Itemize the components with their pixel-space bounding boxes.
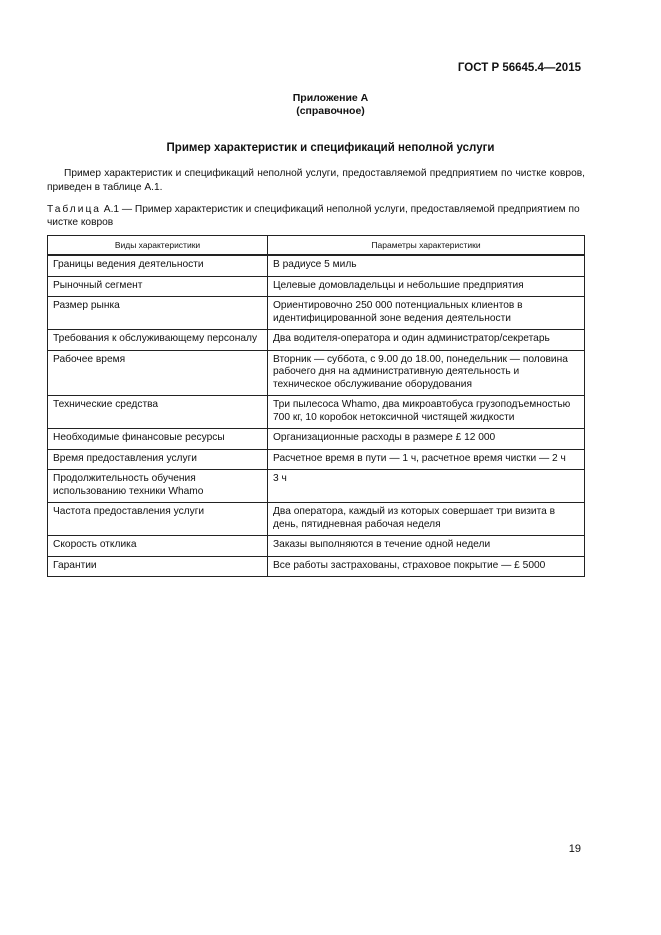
characteristic-name: Гарантии [48, 556, 268, 577]
table-header-cell: Виды характеристики [48, 236, 268, 256]
table-row [48, 429, 585, 450]
characteristic-name: Частота предоставления услуги [48, 503, 268, 536]
table-row [48, 470, 585, 503]
characteristic-name: Требования к обслуживающему персоналу [48, 330, 268, 351]
table-header-cell: Параметры характеристики [268, 236, 585, 256]
characteristic-name: Необходимые финансовые ресурсы [48, 429, 268, 450]
characteristic-name: Границы ведения деятельности [48, 255, 268, 276]
characteristic-name: Время предоставления услуги [48, 449, 268, 470]
characteristic-value: Два оператора, каждый из которых совершает три визита в день, пятидневная рабочая неделя [268, 503, 585, 536]
table-caption [47, 204, 585, 229]
characteristic-name: Размер рынка [48, 297, 268, 330]
specification-table [47, 235, 585, 577]
characteristic-value: Заказы выполняются в течение одной недели [268, 536, 585, 557]
characteristic-value: Три пылесоса Whamo, два микроавтобуса грузоподъемностью 700 кг, 10 коробок нетоксичной чистящей жидкости [268, 396, 585, 429]
characteristic-value: Два водителя-оператора и один администратор/секретарь [268, 330, 585, 351]
table-row [48, 503, 585, 536]
table-row [48, 350, 585, 396]
page-number: 19 [568, 843, 581, 855]
characteristic-name: Продолжительность обучения использованию техники Whamo [48, 470, 268, 503]
characteristic-value: Ориентировочно 250 000 потенциальных клиентов в идентифицированной зоне ведения деятельности [268, 297, 585, 330]
characteristic-name: Скорость отклика [48, 536, 268, 557]
characteristic-name: Рыночный сегмент [48, 276, 268, 297]
table-row [48, 255, 585, 276]
characteristic-value: В радиусе 5 миль [268, 255, 585, 276]
characteristic-value: 3 ч [268, 470, 585, 503]
characteristic-value: Все работы застрахованы, страховое покрытие — £ 5000 [268, 556, 585, 577]
intro-paragraph: Пример характеристик и спецификаций неполной услуги, предоставляемой предприятием по чистке ковров, приведен в таблице А.1. [47, 168, 585, 193]
table-row [48, 556, 585, 577]
characteristic-value: Организационные расходы в размере £ 12 000 [268, 429, 585, 450]
standard-number: ГОСТ Р 56645.4—2015 [457, 62, 581, 74]
table-caption-prefix: Таблица [47, 204, 101, 215]
table-caption-text: А.1 — Пример характеристик и спецификаций неполной услуги, предоставляемой предприятием по чистке ковров [47, 204, 580, 228]
table-row [48, 297, 585, 330]
characteristic-value: Целевые домовладельцы и небольшие предприятия [268, 276, 585, 297]
table-row [48, 330, 585, 351]
characteristic-name: Рабочее время [48, 350, 268, 396]
table-header-row [48, 236, 585, 256]
page-title: Пример характеристик и спецификаций неполной услуги [166, 142, 495, 154]
characteristic-value: Вторник — суббота, с 9.00 до 18.00, понедельник — половина рабочего дня на административную деятельность и техническое обслуживание оборудования [268, 350, 585, 396]
annex-status: (справочное) [296, 105, 365, 117]
annex-heading [0, 92, 661, 118]
table-row [48, 396, 585, 429]
table-row [48, 536, 585, 557]
table-row [48, 276, 585, 297]
table-row [48, 449, 585, 470]
characteristic-name: Технические средства [48, 396, 268, 429]
characteristic-value: Расчетное время в пути — 1 ч, расчетное время чистки — 2 ч [268, 449, 585, 470]
annex-label: Приложение А [292, 92, 369, 104]
